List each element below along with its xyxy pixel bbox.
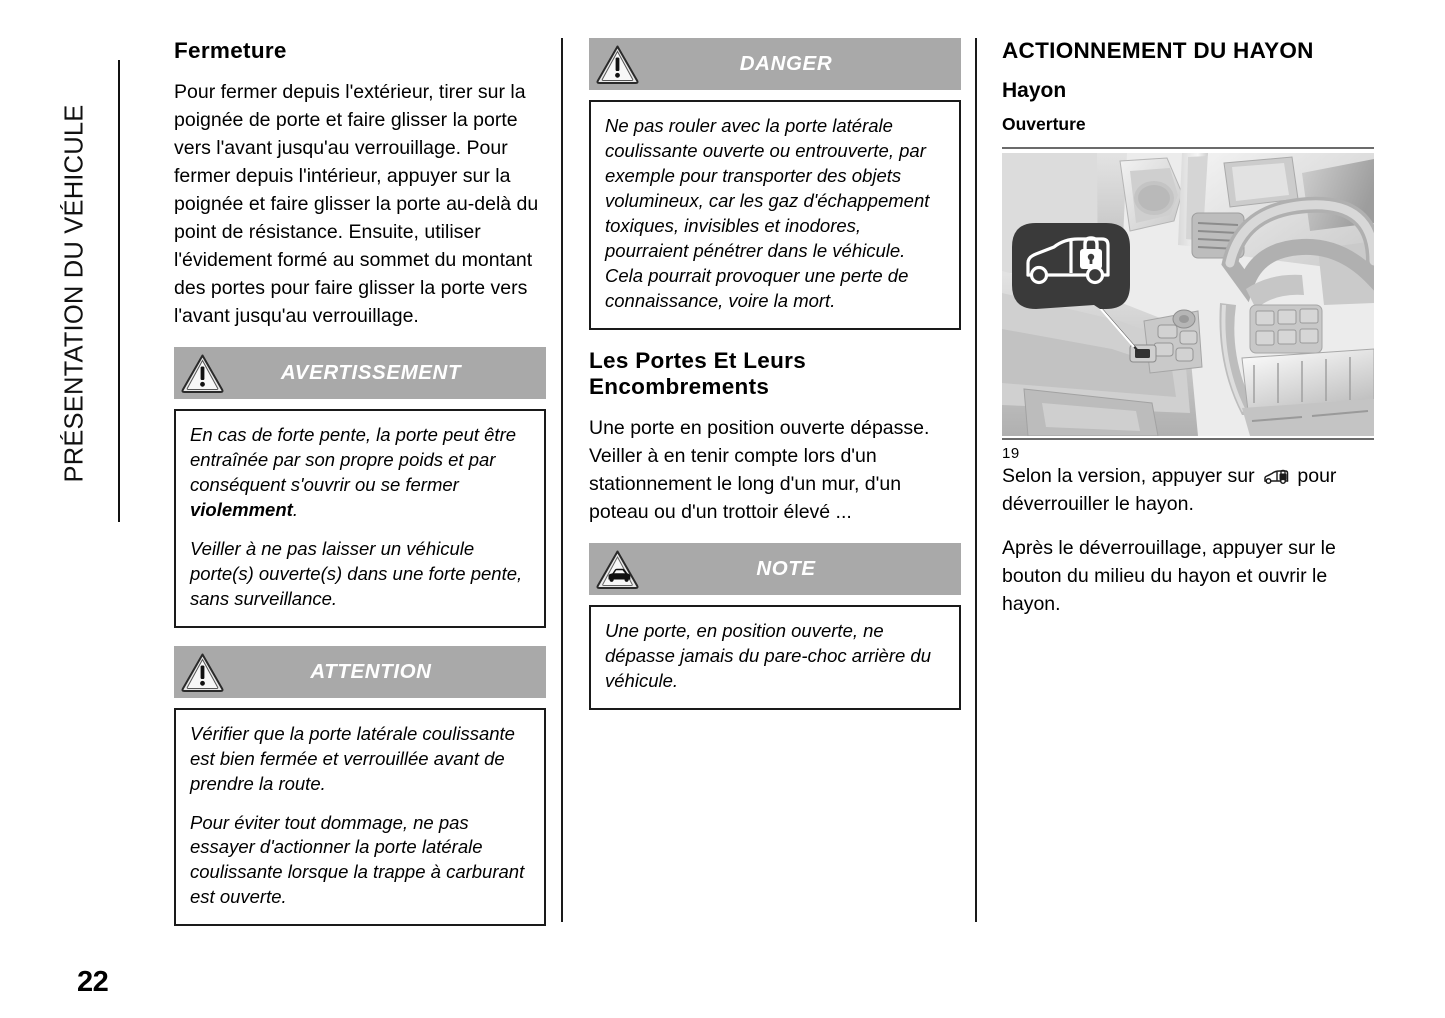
column-3 [1002, 38, 1374, 619]
ouverture-subsubheading: Ouverture [1002, 113, 1086, 134]
note-header [589, 543, 961, 595]
danger-body [589, 100, 961, 330]
note-paragraph-1: Une porte, en position ouverte, ne dépasse jamais du pare-choc arrière du véhicule. [605, 619, 931, 691]
attention-paragraph-1: Vérifier que la porte latérale coulissante est bien fermée et verrouillée avant de prendre la route. [190, 722, 515, 794]
avertissement-paragraph-2: Veiller à ne pas laisser un véhicule porte(s) ouverte(s) dans une forte pente, sans surveillance. [190, 537, 523, 609]
danger-paragraph-1: Ne pas rouler avec la porte latérale coulissante ouverte ou entrouverte, par exemple pour transporter des objets volumineux, car les gaz d'échappement toxiques, invisibles et inodores, pourraient pénétrer dans le véhicule. Cela pourrait provoquer une perte de connaissance, voire la mort. [605, 115, 930, 311]
portes-encombrements-heading: Les Portes Et Leurs Encombrements [589, 347, 807, 399]
hayon-p1-before: Selon la version, appuyer sur [1002, 464, 1260, 487]
attention-paragraph-2: Pour éviter tout dommage, ne pas essayer d'actionner la porte latérale coulissante lorsque la trappe à carburant est ouverte. [190, 811, 525, 908]
note-title: NOTE [756, 556, 816, 580]
hayon-paragraph-2: Après le déverrouillage, appuyer sur le bouton du milieu du hayon et ouvrir le hayon. [1002, 536, 1336, 615]
note-body [589, 605, 961, 710]
hayon-subheading: Hayon [1002, 79, 1067, 103]
avertissement-p1-bold: violemment [190, 498, 293, 520]
fermeture-heading: Fermeture [174, 38, 287, 63]
avertissement-header [174, 347, 546, 399]
figure-top-rule [1002, 147, 1374, 149]
attention-body [174, 708, 546, 927]
avertissement-admonition [174, 347, 546, 628]
danger-admonition [589, 38, 961, 330]
warning-triangle-icon [595, 44, 640, 85]
column-divider-2 [975, 38, 977, 922]
actionnement-hayon-heading: ACTIONNEMENT DU HAYON [1002, 38, 1314, 63]
figure-bottom-rule [1002, 438, 1374, 440]
car-interior-door-switch-illustration [1002, 153, 1374, 436]
avertissement-title: AVERTISSEMENT [280, 360, 462, 384]
note-admonition [589, 543, 961, 710]
hayon-figure [1002, 147, 1374, 463]
hayon-paragraph-1 [1002, 463, 1374, 519]
attention-title: ATTENTION [310, 659, 432, 683]
attention-admonition [174, 646, 546, 927]
avertissement-p1-before: En cas de forte pente, la porte peut être entraînée par son propre poids et par conséquent s'ouvrir ou se fermer [190, 423, 517, 495]
fermeture-paragraph: Pour fermer depuis l'extérieur, tirer sur la poignée de porte et faire glisser la porte vers l'avant jusqu'au verrouillage. Pour fermer depuis l'intérieur, appuyer sur la poignée et faire glisser la porte au-delà du point de résistance. Ensuite, utiliser l'évidement formé au sommet du montant des portes pour faire glisser la porte vers l'avant jusqu'au verrouillage. [174, 81, 539, 327]
figure-caption: 19 [1002, 444, 1020, 462]
attention-header [174, 646, 546, 698]
warning-triangle-icon [180, 651, 225, 692]
car-triangle-icon [595, 548, 640, 589]
chapter-tab-label: PRÉSENTATION DU VÉHICULE [60, 104, 89, 483]
avertissement-paragraph-1 [190, 423, 530, 523]
danger-header [589, 38, 961, 90]
page-number: 22 [77, 966, 109, 998]
column-divider-1 [561, 38, 563, 922]
column-2 [589, 38, 961, 728]
avertissement-body [174, 409, 546, 628]
warning-triangle-icon [180, 352, 225, 393]
callout-bubble [1012, 223, 1130, 309]
avertissement-p1-after: . [292, 498, 298, 520]
chapter-side-tab [0, 30, 120, 530]
chapter-tab-rule [118, 60, 120, 522]
danger-title: DANGER [739, 52, 833, 75]
portes-encombrements-paragraph: Une porte en position ouverte dépasse. Veiller à en tenir compte lors d'un stationnement le long d'un mur, d'un poteau ou d'un trottoir élevé ... [589, 416, 930, 523]
column-1 [174, 38, 546, 944]
car-lock-glyph-icon [1262, 466, 1290, 483]
hayon-p1-after: pour déverrouiller le hayon. [1002, 464, 1337, 515]
